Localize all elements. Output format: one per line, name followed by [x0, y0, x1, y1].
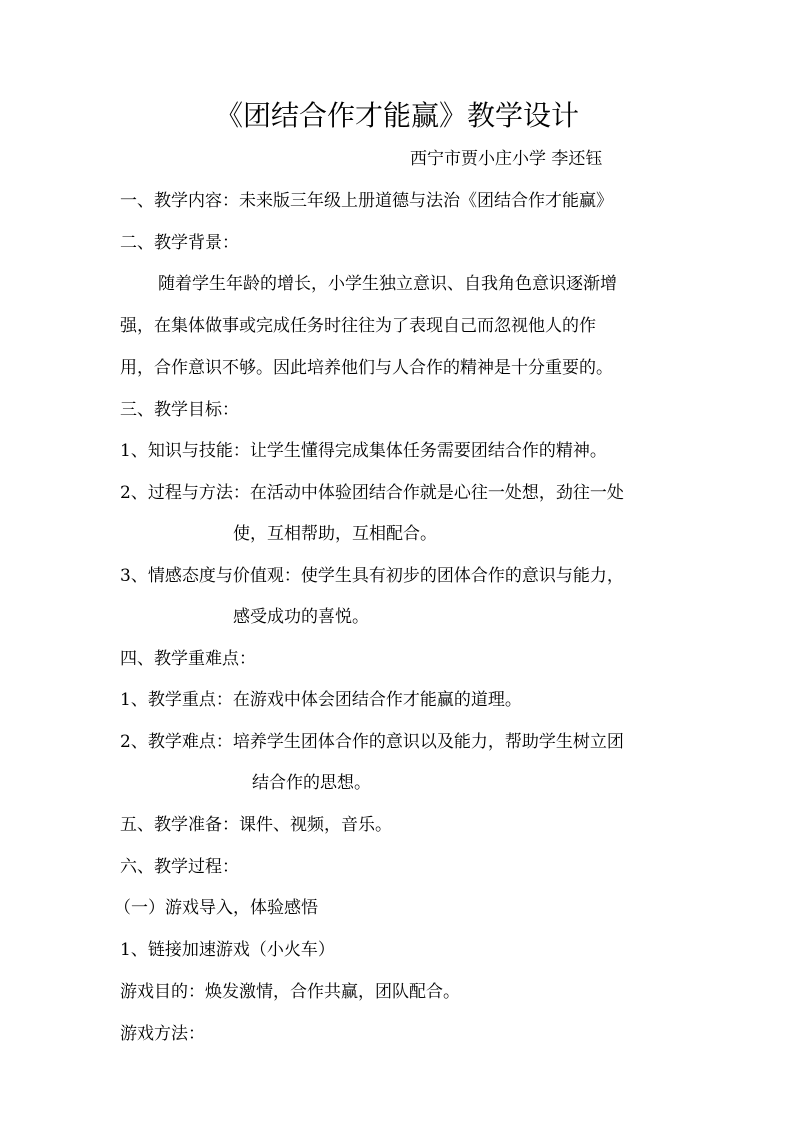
- list-item: 3、情感态度与价值观：使学生具有初步的团体合作的意识与能力，: [120, 566, 624, 586]
- paragraph-line: 游戏目的：焕发激情，合作共赢，团队配合。: [120, 982, 460, 1002]
- list-item-continuation: 结合作的思想。: [252, 773, 371, 793]
- section-key-points: 四、教学重难点：: [120, 649, 256, 669]
- section-teaching-goals: 三、教学目标：: [120, 400, 239, 420]
- paragraph-line: 用，合作意识不够。因此培养他们与人合作的精神是十分重要的。: [120, 358, 613, 378]
- list-item: 2、过程与方法：在活动中体验团结合作就是心往一处想，劲往一处: [120, 483, 624, 503]
- section-teaching-background: 二、教学背景：: [120, 233, 239, 253]
- document-title: 《团结合作才能赢》教学设计: [214, 99, 579, 132]
- list-item: 1、知识与技能：让学生懂得完成集体任务需要团结合作的精神。: [120, 441, 607, 461]
- paragraph-line: 强，在集体做事或完成任务时往往为了表现自己而忽视他人的作: [120, 316, 596, 336]
- paragraph-line: 随着学生年龄的增长，小学生独立意识、自我角色意识逐渐增: [158, 274, 617, 294]
- list-item: 1、链接加速游戏（小火车）: [120, 940, 335, 960]
- paragraph-line: 游戏方法：: [120, 1024, 205, 1044]
- list-item: 2、教学难点：培养学生团体合作的意识以及能力，帮助学生树立团: [120, 732, 624, 752]
- list-item: 1、教学重点：在游戏中体会团结合作才能赢的道理。: [120, 690, 522, 710]
- list-item-continuation: 使，互相帮助，互相配合。: [233, 524, 437, 544]
- section-teaching-process: 六、教学过程：: [120, 857, 239, 877]
- section-teaching-preparation: 五、教学准备：课件、视频，音乐。: [120, 815, 392, 835]
- section-teaching-content: 一、教学内容：未来版三年级上册道德与法治《团结合作才能赢》: [120, 191, 613, 211]
- author-line: 西宁市贾小庄小学 李还钰: [410, 149, 603, 169]
- list-item-continuation: 感受成功的喜悦。: [233, 607, 369, 627]
- subsection-heading: （一）游戏导入，体验感悟: [114, 898, 318, 918]
